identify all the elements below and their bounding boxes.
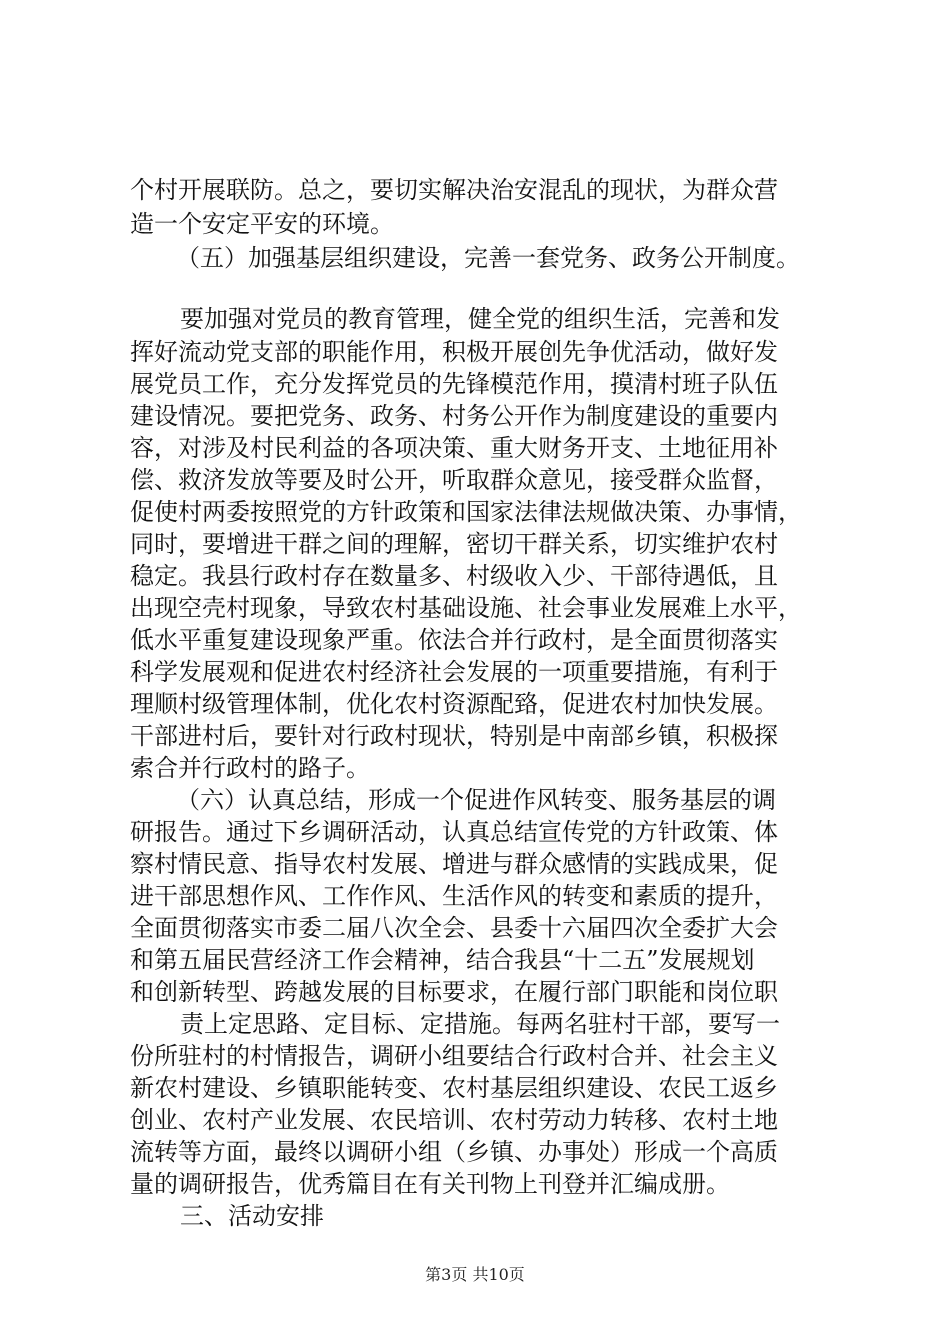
text-line: 容，对涉及村民利益的各项决策、重大财务开支、土地征用补 xyxy=(130,434,778,462)
text-line: 研报告。通过下乡调研活动，认真总结宣传党的方针政策、体 xyxy=(130,818,778,846)
text-line: 造一个安定平安的环境。 xyxy=(130,210,394,238)
text-line: 理顺村级管理体制，优化农村资源配臵，促进农村加快发展。 xyxy=(130,690,778,718)
text-line: 流转等方面，最终以调研小组（乡镇、办事处）形成一个高质 xyxy=(130,1138,778,1166)
text-line: 份所驻村的村情报告，调研小组要结合行政村合并、社会主义 xyxy=(130,1042,778,1070)
text-line: 干部进村后，要针对行政村现状，特别是中南部乡镇，积极探 xyxy=(130,722,778,750)
text-line: 建设情况。要把党务、政务、村务公开作为制度建设的重要内 xyxy=(130,402,778,430)
text-line: 低水平重复建设现象严重。依法合并行政村，是全面贯彻落实 xyxy=(130,626,778,654)
text-line: 个村开展联防。总之，要切实解决治安混乱的现状，为群众营 xyxy=(130,176,778,204)
text-line: 展党员工作，充分发挥党员的先锋模范作用，摸清村班子队伍 xyxy=(130,370,778,398)
text-line: 察村情民意、指导农村发展、增进与群众感情的实践成果，促 xyxy=(130,850,778,878)
text-line: 新农村建设、乡镇职能转变、农村基层组织建设、农民工返乡 xyxy=(130,1074,778,1102)
text-line: 和创新转型、跨越发展的目标要求，在履行部门职能和岗位职 xyxy=(130,978,778,1006)
text-line: 要加强对党员的教育管理，健全党的组织生活，完善和发 xyxy=(180,305,780,333)
text-line: 出现空壳村现象，导致农村基础设施、社会事业发展难上水平， xyxy=(130,594,802,622)
text-line: 量的调研报告，优秀篇目在有关刊物上刊登并汇编成册。 xyxy=(130,1170,730,1198)
text-line: 和第五届民营经济工作会精神，结合我县“十二五”发展规划 xyxy=(130,946,755,974)
text-line: 全面贯彻落实市委二届八次全会、县委十六届四次全委扩大会 xyxy=(130,914,778,942)
text-line: 创业、农村产业发展、农民培训、农村劳动力转移、农村土地 xyxy=(130,1106,778,1134)
text-line: 科学发展观和促进农村经济社会发展的一项重要措施，有利于 xyxy=(130,658,778,686)
page-number-footer: 第3页 共10页 xyxy=(425,1265,525,1284)
text-line: 进干部思想作风、工作作风、生活作风的转变和素质的提升， xyxy=(130,882,778,910)
section-heading: （六）认真总结，形成一个促进作风转变、服务基层的调 xyxy=(176,786,776,814)
text-line: 促使村两委按照党的方针政策和国家法律法规做决策、办事情， xyxy=(130,498,802,526)
section-heading: （五）加强基层组织建设，完善一套党务、政务公开制度。 xyxy=(176,244,800,272)
text-line: 索合并行政村的路子。 xyxy=(130,754,370,782)
section-heading: 三、活动安排 xyxy=(180,1202,324,1230)
text-line: 责上定思路、定目标、定措施。每两名驻村干部，要写一 xyxy=(180,1010,780,1038)
text-line: 同时，要增进干群之间的理解，密切干群关系，切实维护农村 xyxy=(130,530,778,558)
text-line: 偿、救济发放等要及时公开，听取群众意见，接受群众监督， xyxy=(130,466,778,494)
text-line: 稳定。我县行政村存在数量多、村级收入少、干部待遇低，且 xyxy=(130,562,778,590)
text-line: 挥好流动党支部的职能作用，积极开展创先争优活动，做好发 xyxy=(130,338,778,366)
